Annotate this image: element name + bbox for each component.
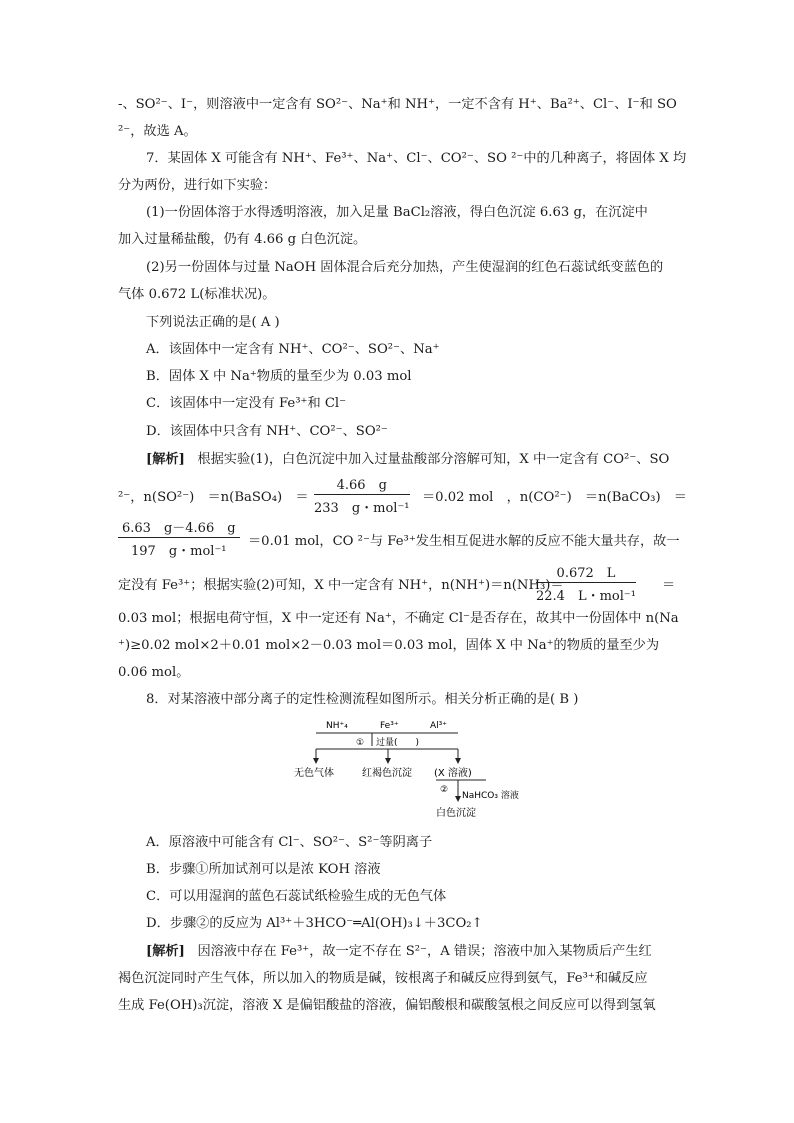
analysis-line: ⁺)≥0.02 mol×2＋0.01 mol×2－0.03 mol＝0.03 mol，固体 X 中 Na⁺的物质的量至少为 xyxy=(118,638,660,653)
analysis-line: ²⁻，n(SO²⁻) ＝n(BaSO₄) ＝ xyxy=(118,490,309,505)
experiment-2: 气体 0.672 L(标准状况)。 xyxy=(118,287,276,302)
question-7-stem: 7．某固体 X 可能含有 NH⁺、Fe³⁺、Na⁺、Cl⁻、CO²⁻、SO ²⁻中的几种离子，将固体 X 均 xyxy=(146,151,687,166)
arrow-3-head xyxy=(455,758,461,764)
question-7-stem: 分为两份，进行如下实验： xyxy=(118,178,277,193)
fraction-denominator: 22.4 L・mol⁻¹ xyxy=(536,589,636,604)
text-line: ²⁻，故选 A。 xyxy=(118,124,197,139)
reagent-1: 过量( ) xyxy=(376,738,420,748)
analysis-line: 0.06 mol。 xyxy=(118,665,190,680)
output-gas: 无色气体 xyxy=(294,768,334,779)
experiment-1: 加入过量稀盐酸，仍有 4.66 g 白色沉淀。 xyxy=(118,232,367,247)
output-solution: (X 溶液) xyxy=(434,768,472,779)
output-precipitate: 红褐色沉淀 xyxy=(362,768,412,779)
analysis-line: 0.03 mol；根据电荷守恒，X 中一定还有 Na⁺，不确定 Cl⁻是否存在，故其中一份固体中 n(Na xyxy=(118,611,679,626)
fraction-numerator: 0.672 L xyxy=(536,562,636,583)
output-white-precipitate: 白色沉淀 xyxy=(436,808,476,819)
analysis-line: ＝0.02 mol ，n(CO²⁻) ＝n(BaCO₃) ＝ xyxy=(422,490,687,505)
fraction xyxy=(536,562,636,604)
analysis-text: 因溶液中存在 Fe³⁺，故一定不存在 S²⁻，A 错误；溶液中加入某物质后产生红 xyxy=(197,944,652,959)
step-1-marker: ① xyxy=(356,738,365,748)
reagent-2: NaHCO₃ 溶液 xyxy=(462,791,519,801)
experiment-1: (1)一份固体溶于水得透明溶液，加入足量 BaCl₂溶液，得白色沉淀 6.63 g，在沉淀中 xyxy=(146,205,648,220)
question-7-ask: 下列说法正确的是( A ) xyxy=(146,315,280,330)
arrow-4-head xyxy=(455,796,461,802)
analysis-line: 定没有 Fe³⁺；根据实验(2)可知，X 中一定含有 NH⁺，n(NH⁺)＝n(NH₃)＝ xyxy=(118,578,564,593)
option-a: A．该固体中一定含有 NH⁺、CO²⁻、SO²⁻、Na⁺ xyxy=(146,342,440,357)
step-2-marker: ② xyxy=(440,785,449,795)
ion-al3: Al³⁺ xyxy=(430,721,448,731)
fraction-denominator: 233 g・mol⁻¹ xyxy=(314,501,410,516)
analysis-text: 根据实验(1)，白色沉淀中加入过量盐酸部分溶解可知，X 中一定含有 CO²⁻、SO xyxy=(197,452,670,467)
option-b: B．步骤①所加试剂可以是浓 KOH 溶液 xyxy=(146,862,381,877)
option-d: D．步骤②的反应为 Al³⁺＋3HCO⁻═Al(OH)₃↓＋3CO₂↑ xyxy=(146,916,483,931)
option-a: A．原溶液中可能含有 Cl⁻、SO²⁻、S²⁻等阴离子 xyxy=(146,835,433,850)
fraction xyxy=(118,517,240,559)
analysis-tag: [解析] xyxy=(146,944,185,959)
experiment-2: (2)另一份固体与过量 NaOH 固体混合后充分加热，产生使湿润的红色石蕊试纸变蓝色的 xyxy=(146,260,664,275)
analysis-tag: [解析] xyxy=(146,452,185,467)
ion-nh4: NH⁺₄ xyxy=(326,721,348,731)
analysis-line xyxy=(146,451,669,469)
option-c: C．可以用湿润的蓝色石蕊试纸检验生成的无色气体 xyxy=(146,889,447,904)
analysis-line xyxy=(146,943,652,961)
fraction xyxy=(314,474,410,516)
arrow-1-head xyxy=(313,758,319,764)
fraction-numerator: 6.63 g－4.66 g xyxy=(118,517,240,538)
option-b: B．固体 X 中 Na⁺物质的量至少为 0.03 mol xyxy=(146,369,412,384)
option-c: C．该固体中一定没有 Fe³⁺和 Cl⁻ xyxy=(146,396,347,411)
fraction-denominator: 197 g・mol⁻¹ xyxy=(131,544,227,559)
analysis-line: ＝ xyxy=(662,578,676,593)
analysis-line: ＝0.01 mol，CO ²⁻与 Fe³⁺发生相互促进水解的反应不能大量共存，故一 xyxy=(248,534,680,549)
text-line: -、SO²⁻、I⁻，则溶液中一定含有 SO²⁻、Na⁺和 NH⁺，一定不含有 H⁺、Ba²⁺、Cl⁻、I⁻和 SO xyxy=(118,97,677,112)
ion-fe3: Fe³⁺ xyxy=(380,721,399,731)
fraction-numerator: 4.66 g xyxy=(314,474,410,495)
option-d: D．该固体中只含有 NH⁺、CO²⁻、SO²⁻ xyxy=(146,424,388,439)
flow-diagram xyxy=(290,716,550,824)
analysis-line: 生成 Fe(OH)₃沉淀，溶液 X 是偏铝酸盐的溶液，偏铝酸根和碳酸氢根之间反应可以得到氢氧 xyxy=(118,998,656,1013)
analysis-line: 褐色沉淀同时产生气体，所以加入的物质是碱，铵根离子和碱反应得到氨气，Fe³⁺和碱反应 xyxy=(118,971,648,986)
arrow-2-head xyxy=(385,758,391,764)
question-8-stem: 8．对某溶液中部分离子的定性检测流程如图所示。相关分析正确的是( B ) xyxy=(146,692,579,707)
